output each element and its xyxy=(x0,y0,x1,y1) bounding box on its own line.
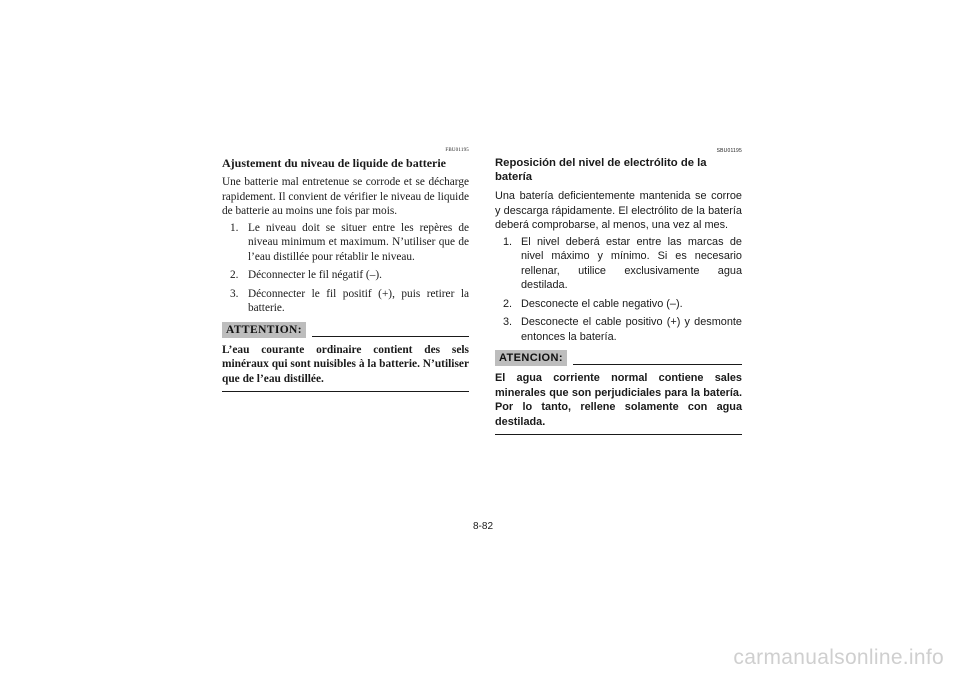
notice-header xyxy=(495,350,742,366)
notice-divider xyxy=(312,336,469,337)
step-number: 3. xyxy=(230,287,239,300)
list-item xyxy=(222,221,469,265)
section-heading: Ajustement du niveau de liquide de batterie xyxy=(222,156,447,170)
step-number: 2. xyxy=(230,269,239,281)
step-text: Desconecte el cable positivo (+) y desmonte entonces la batería. xyxy=(521,316,742,343)
step-text: Déconnecter le fil négatif (–). xyxy=(248,269,382,281)
notice-text: L’eau courante ordinaire contient des sels minéraux qui sont nuisibles à la batterie. N’utiliser que de l’eau distillée. xyxy=(222,343,469,385)
steps-list xyxy=(222,221,469,316)
notice-divider xyxy=(495,434,742,435)
notice-text: El agua corriente normal contiene sales minerales que son perjudiciales para la batería. Por lo tanto, rellene solamente con agua destilada. xyxy=(495,372,742,428)
section-code: SBU01195 xyxy=(716,148,742,154)
notice-divider xyxy=(573,364,742,365)
steps-list xyxy=(495,235,742,345)
list-item xyxy=(495,297,742,312)
section-code: FBU01195 xyxy=(445,148,469,153)
french-column xyxy=(222,148,469,392)
section-heading: Reposición del nivel de electrólito de la batería xyxy=(495,157,707,183)
notice-header xyxy=(222,322,469,338)
list-item xyxy=(495,235,742,293)
step-number: 1. xyxy=(230,221,239,234)
notice-label: ATTENTION: xyxy=(222,322,306,338)
step-text: El nivel deberá estar entre las marcas de nivel máximo y mínimo. Si es necesario rellenar, utilice exclusivamente agua destilada. xyxy=(521,235,742,291)
list-item xyxy=(222,268,469,283)
step-text: Le niveau doit se situer entre les repères de niveau minimum et maximum. N’utiliser que de l’eau distillée pour rétablir le niveau. xyxy=(248,221,469,263)
step-number: 2. xyxy=(503,297,513,310)
step-text: Déconnecter le fil positif (+), puis retirer la batterie. xyxy=(248,287,469,314)
notice-divider xyxy=(222,391,469,392)
step-number: 3. xyxy=(503,316,513,328)
intro-paragraph: Une batterie mal entretenue se corrode et se décharge rapidement. Il convient de vérifier le niveau de liquide de batterie au moins une fois par mois. xyxy=(222,176,469,217)
page-number: 8-82 xyxy=(472,521,493,532)
list-item xyxy=(495,315,742,344)
watermark: carmanualsonline.info xyxy=(733,646,944,669)
step-number: 1. xyxy=(503,235,513,248)
step-text: Desconecte el cable negativo (–). xyxy=(521,297,683,310)
intro-paragraph: Una batería deficientemente mantenida se corroe y descarga rápidamente. El electrólito de la batería deberá comprobarse, al menos, una vez al mes. xyxy=(495,190,742,231)
notice-label: ATENCION: xyxy=(495,350,567,366)
spanish-column xyxy=(495,148,742,435)
list-item xyxy=(222,287,469,316)
